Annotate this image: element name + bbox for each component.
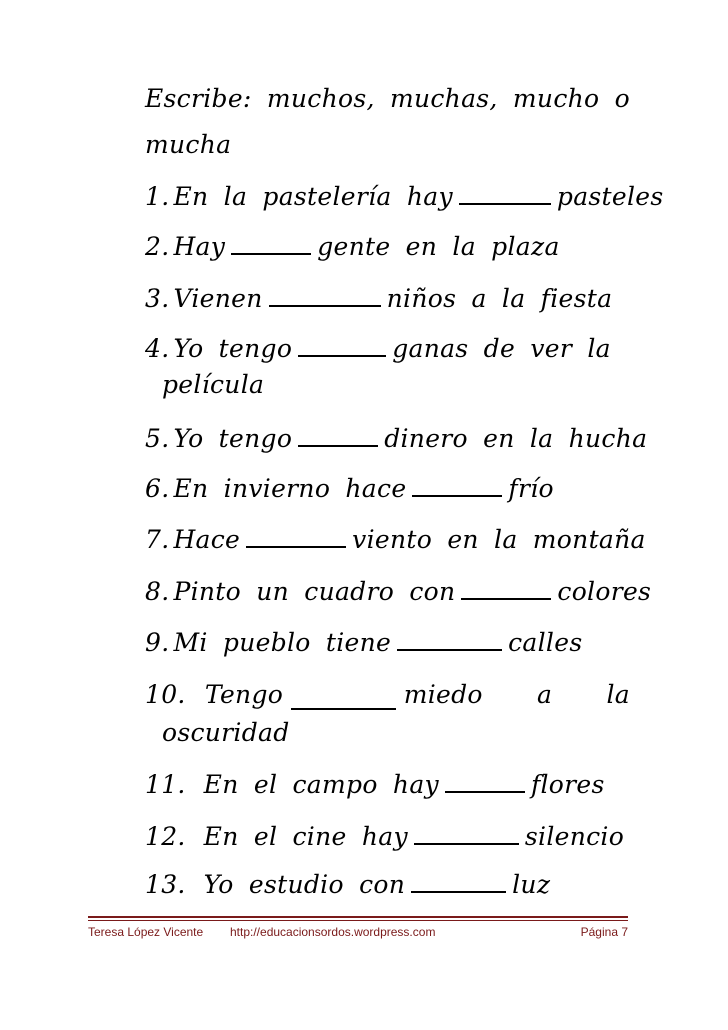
item-text-before: En el cine hay <box>203 822 408 851</box>
item-number: 5. <box>145 424 170 453</box>
footer-author: Teresa López Vicente <box>88 925 204 939</box>
item-text-before: Vienen <box>173 284 263 313</box>
answer-blank[interactable] <box>412 475 502 497</box>
item-text-before: Hace <box>173 525 241 554</box>
item-text-after: ganas de ver la <box>392 334 611 363</box>
item-number: 7. <box>145 525 170 554</box>
item-text-before: Tengo <box>204 680 284 709</box>
item-number: 11. <box>145 770 186 799</box>
answer-blank[interactable] <box>231 233 311 255</box>
answer-blank[interactable] <box>461 578 551 600</box>
instruction-word: muchos, <box>266 84 375 113</box>
answer-blank[interactable] <box>445 771 525 793</box>
answer-blank[interactable] <box>414 823 519 845</box>
instruction-word: o <box>614 84 630 113</box>
item-text-after: gente en la plaza <box>317 232 560 261</box>
item-text-before: Hay <box>173 232 226 261</box>
answer-blank[interactable] <box>397 629 502 651</box>
item-number: 12. <box>145 822 186 851</box>
item-text-after: silencio <box>524 822 625 851</box>
answer-blank[interactable] <box>298 335 386 357</box>
item-text-after: frío <box>508 474 554 503</box>
exercise-item-7 <box>145 525 646 555</box>
item-text-before: Yo tengo <box>173 424 293 453</box>
item-text-after: miedo a la <box>403 680 630 709</box>
answer-blank[interactable] <box>298 425 378 447</box>
exercise-item-11 <box>145 770 630 800</box>
exercise-item-10 <box>145 680 630 710</box>
item-text-before: Yo tengo <box>173 334 293 363</box>
exercise-item-8 <box>145 577 652 607</box>
item-text-before: Mi pueblo tiene <box>173 628 392 657</box>
item-text-before: En el campo hay <box>203 770 439 799</box>
item-text-after: flores <box>530 770 605 799</box>
footer-page-number: Página 7 <box>580 925 628 939</box>
answer-blank[interactable] <box>269 285 381 307</box>
footer-url[interactable]: http://educacionsordos.wordpress.com <box>230 925 436 939</box>
item-number: 6. <box>145 474 170 503</box>
exercise-item-5 <box>145 424 648 454</box>
item-text-continuation: película <box>162 370 265 399</box>
item-text-after: calles <box>508 628 583 657</box>
exercise-item-4-continuation <box>162 370 647 400</box>
item-text-after: dinero en la hucha <box>384 424 648 453</box>
exercise-item-3 <box>145 284 630 314</box>
instruction-line-2 <box>145 130 630 160</box>
item-number: 2. <box>145 232 170 261</box>
item-text-after: viento en la montaña <box>352 525 646 554</box>
item-text-before: En invierno hace <box>173 474 407 503</box>
answer-blank[interactable] <box>246 526 346 548</box>
answer-blank[interactable] <box>459 183 551 205</box>
item-number: 4. <box>145 334 170 363</box>
item-text-after: luz <box>512 870 551 899</box>
instruction-word: mucho <box>512 84 600 113</box>
instruction-line-1 <box>145 84 630 114</box>
exercise-item-10-continuation <box>162 718 647 748</box>
item-number: 13. <box>145 870 186 899</box>
item-lead <box>145 680 283 710</box>
item-text-before: Yo estudio con <box>203 870 406 899</box>
instruction-word: mucha <box>145 130 232 159</box>
item-number: 10. <box>145 680 186 709</box>
exercise-item-13 <box>145 870 630 900</box>
exercise-item-1 <box>145 182 664 212</box>
item-number: 3. <box>145 284 170 313</box>
item-text-after: niños a la fiesta <box>386 284 613 313</box>
instruction-word: Escribe: <box>145 84 252 113</box>
item-text-after: pasteles <box>556 182 664 211</box>
instruction-word: muchas, <box>389 84 498 113</box>
exercise-item-12 <box>145 822 630 852</box>
item-text-after: colores <box>557 577 652 606</box>
item-number: 1. <box>145 182 170 211</box>
page-footer <box>88 925 628 939</box>
exercise-item-4 <box>145 334 630 364</box>
item-text-before: Pinto un cuadro con <box>173 577 456 606</box>
exercise-item-2 <box>145 232 630 262</box>
answer-blank[interactable] <box>291 688 396 710</box>
item-number: 8. <box>145 577 170 606</box>
item-text-before: En la pastelería hay <box>173 182 453 211</box>
footer-divider-thin <box>88 920 628 921</box>
item-number: 9. <box>145 628 170 657</box>
footer-divider <box>88 916 628 918</box>
exercise-item-9 <box>145 628 630 658</box>
item-text-continuation: oscuridad <box>162 718 290 747</box>
answer-blank[interactable] <box>411 871 506 893</box>
exercise-item-6 <box>145 474 630 504</box>
